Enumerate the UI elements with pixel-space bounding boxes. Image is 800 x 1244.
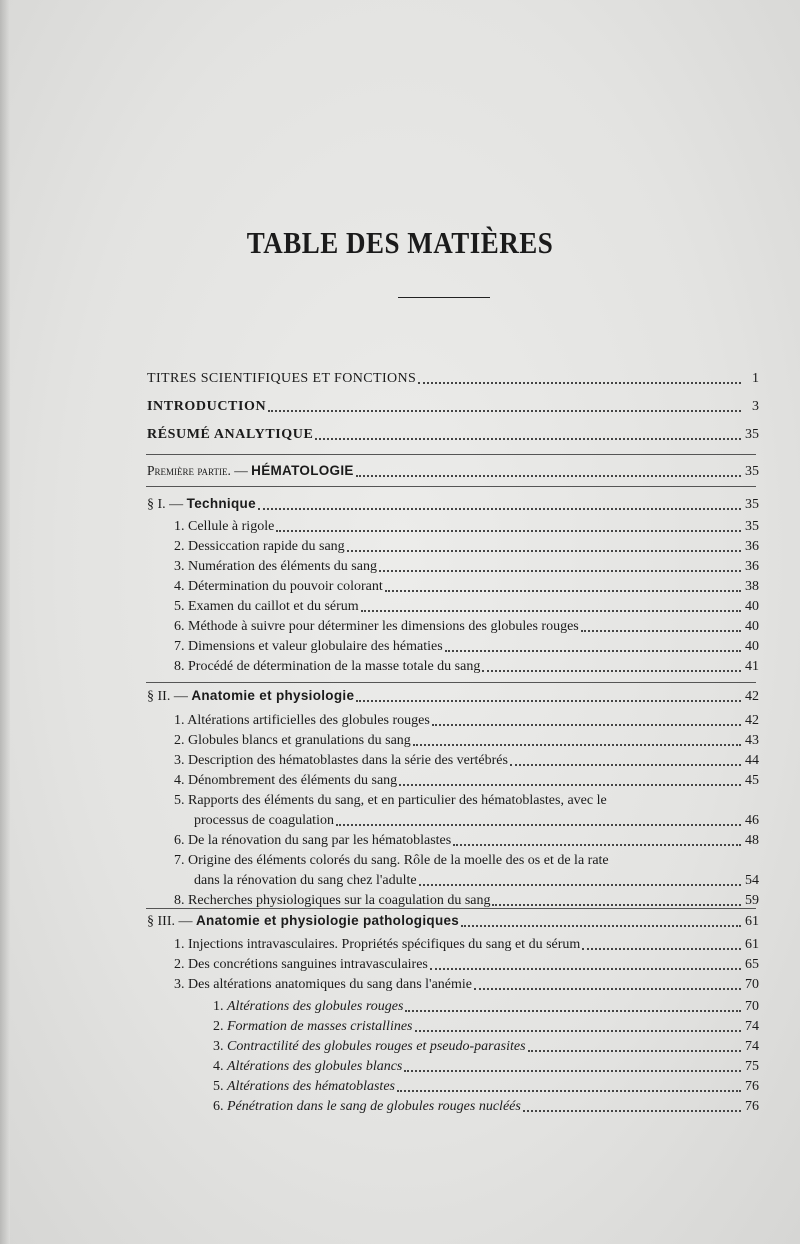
leader-dots <box>413 744 741 746</box>
subentry-title: Formation de masses cristallines <box>227 1019 413 1034</box>
leader-dots <box>315 438 741 440</box>
toc-entry-resume-analytique[interactable] <box>147 426 759 444</box>
leader-dots <box>453 844 741 846</box>
leader-dots <box>492 904 741 906</box>
leader-dots <box>268 410 741 412</box>
leader-dots <box>461 925 741 927</box>
toc-entry-label: 1. Cellule à rigole <box>174 519 275 534</box>
leader-dots <box>276 530 741 532</box>
toc-entry-page: 35 <box>745 519 759 534</box>
toc-entry-page: 1 <box>752 371 759 386</box>
leader-dots <box>418 382 741 384</box>
toc-subentry[interactable] <box>213 1098 759 1116</box>
toc-entry-page: 35 <box>745 497 759 512</box>
leader-dots <box>404 1070 741 1072</box>
section-divider <box>146 454 756 455</box>
leader-dots <box>582 948 741 950</box>
toc-entry-page: 61 <box>745 914 759 929</box>
toc-entry-label: 2. Globules blancs et granulations du sang <box>174 733 411 748</box>
toc-entry-titres[interactable] <box>147 370 759 388</box>
toc-entry-label: 4. Dénombrement des éléments du sang <box>174 773 398 788</box>
toc-entry-label: 1. Injections intravasculaires. Propriétés spécifiques du sang et du sérum <box>174 937 581 952</box>
toc-entry-page: 76 <box>745 1099 759 1114</box>
toc-entry[interactable] <box>174 538 759 556</box>
leader-dots <box>356 700 741 702</box>
leader-dots <box>258 508 741 510</box>
toc-entry-label <box>213 1078 395 1096</box>
section-title: Anatomie et physiologie pathologiques <box>196 913 460 928</box>
toc-entry-label: 3. Numération des éléments du sang <box>174 559 377 574</box>
leader-dots <box>445 650 741 652</box>
toc-entry-page: 74 <box>745 1019 759 1034</box>
toc-entry-label: INTRODUCTION <box>147 399 267 414</box>
toc-subentry[interactable] <box>213 1038 759 1056</box>
toc-entry-page: 45 <box>745 773 759 788</box>
toc-entry[interactable] <box>194 812 759 830</box>
toc-entry[interactable] <box>174 658 759 676</box>
subentry-number: 3. <box>213 1039 227 1054</box>
subentry-number: 1. <box>213 999 227 1014</box>
toc-entry-label <box>213 1098 521 1116</box>
leader-dots <box>528 1050 741 1052</box>
toc-entry[interactable] <box>174 976 759 994</box>
toc-entry[interactable] <box>174 518 759 536</box>
page-edge-shadow <box>0 0 10 1244</box>
toc-entry-technique[interactable] <box>147 495 759 514</box>
toc-entry-label <box>213 1058 402 1076</box>
leader-dots <box>415 1030 742 1032</box>
leader-dots <box>430 968 741 970</box>
subentry-number: 5. <box>213 1079 227 1094</box>
subentry-number: 4. <box>213 1059 227 1074</box>
toc-entry-label <box>147 462 354 481</box>
toc-entry-page: 35 <box>745 427 759 442</box>
section-prefix: § I. — <box>147 497 187 512</box>
toc-entry-label: 5. Examen du caillot et du sérum <box>174 599 359 614</box>
toc-entry[interactable] <box>174 578 759 596</box>
toc-entry-label <box>213 998 403 1016</box>
toc-entry-label: 8. Procédé de détermination de la masse totale du sang <box>174 659 481 674</box>
subentry-number: 6. <box>213 1099 227 1114</box>
toc-entry-label-line1: 5. Rapports des éléments du sang, et en particulier des hématoblastes, avec le <box>174 793 607 808</box>
leader-dots <box>474 988 741 990</box>
toc-entry-page: 40 <box>745 599 759 614</box>
part-prefix: Première partie. — <box>147 463 252 478</box>
toc-entry-page: 3 <box>752 399 759 414</box>
toc-entry-page: 70 <box>745 977 759 992</box>
toc-entry-page: 42 <box>745 713 759 728</box>
part-title: HÉMATOLOGIE <box>251 463 354 478</box>
leader-dots <box>379 570 741 572</box>
toc-entry-page: 54 <box>745 873 759 888</box>
toc-entry-page: 42 <box>745 689 759 704</box>
toc-entry-hematologie[interactable] <box>147 462 759 481</box>
leader-dots <box>482 670 741 672</box>
toc-entry[interactable] <box>194 872 759 890</box>
toc-entry[interactable] <box>174 772 759 790</box>
subentry-number: 2. <box>213 1019 227 1034</box>
toc-subentry[interactable] <box>213 1078 759 1096</box>
leader-dots <box>419 884 741 886</box>
toc-entry-label <box>147 912 459 931</box>
subentry-title: Altérations des globules rouges <box>227 999 404 1014</box>
toc-entry-page: 43 <box>745 733 759 748</box>
toc-entry-page: 59 <box>745 893 759 908</box>
toc-entry-page: 40 <box>745 639 759 654</box>
section-divider <box>146 682 756 683</box>
leader-dots <box>432 724 741 726</box>
subentry-title: Altérations des globules blancs <box>227 1059 403 1074</box>
toc-entry[interactable] <box>174 618 759 636</box>
toc-entry-label: 4. Détermination du pouvoir colorant <box>174 579 383 594</box>
toc-entry[interactable] <box>174 936 759 954</box>
toc-entry[interactable] <box>174 752 759 770</box>
toc-entry-label-continued: dans la rénovation du sang chez l'adulte <box>194 873 417 888</box>
toc-entry[interactable] <box>174 832 759 850</box>
section-title: Technique <box>186 496 256 511</box>
toc-entry[interactable] <box>174 712 759 730</box>
toc-entry-page: 76 <box>745 1079 759 1094</box>
toc-entry[interactable] <box>174 638 759 656</box>
toc-entry-label <box>213 1018 413 1036</box>
toc-entry-label: 2. Dessiccation rapide du sang <box>174 539 345 554</box>
toc-entry-anatomie-physiologie[interactable] <box>147 687 759 706</box>
toc-entry-page: 75 <box>745 1059 759 1074</box>
toc-subentry[interactable] <box>213 1018 759 1036</box>
toc-entry-label: 3. Description des hématoblastes dans la série des vertébrés <box>174 753 508 768</box>
toc-entry-label: 6. Méthode à suivre pour déterminer les dimensions des globules rouges <box>174 619 579 634</box>
toc-entry-label: 2. Des concrétions sanguines intravasculaires <box>174 957 428 972</box>
toc-subentry[interactable] <box>213 998 759 1016</box>
leader-dots <box>397 1090 741 1092</box>
toc-entry-label-continued: processus de coagulation <box>194 813 334 828</box>
toc-entry-page: 36 <box>745 559 759 574</box>
toc-entry[interactable] <box>174 732 759 750</box>
toc-entry-label: RÉSUMÉ ANALYTIQUE <box>147 427 314 442</box>
leader-dots <box>510 764 741 766</box>
toc-entry[interactable] <box>174 956 759 974</box>
section-title: Anatomie et physiologie <box>191 688 355 703</box>
toc-entry-label <box>213 1038 526 1056</box>
toc-entry-label <box>147 687 354 706</box>
toc-entry-label-line1: 7. Origine des éléments colorés du sang. Rôle de la moelle des os et de la rate <box>174 853 609 868</box>
subentry-title: Altérations des hématoblastes <box>227 1079 395 1094</box>
toc-entry-label: 7. Dimensions et valeur globulaire des hématies <box>174 639 443 654</box>
toc-entry-label <box>147 495 256 514</box>
toc-entry-label: TITRES SCIENTIFIQUES ET FONCTIONS <box>147 371 417 386</box>
toc-entry-page: 46 <box>745 813 759 828</box>
subentry-title: Contractilité des globules rouges et pseudo-parasites <box>227 1039 526 1054</box>
leader-dots <box>581 630 741 632</box>
toc-entry-page: 70 <box>745 999 759 1014</box>
toc-entry-page: 36 <box>745 539 759 554</box>
toc-entry-page: 35 <box>745 464 759 479</box>
toc-entry-page: 40 <box>745 619 759 634</box>
section-divider <box>146 908 756 909</box>
toc-entry-page: 41 <box>745 659 759 674</box>
toc-entry-page: 44 <box>745 753 759 768</box>
leader-dots <box>399 784 741 786</box>
leader-dots <box>356 475 741 477</box>
toc-entry-label: 1. Altérations artificielles des globules rouges <box>174 713 430 728</box>
leader-dots <box>523 1110 741 1112</box>
title-rule <box>398 297 490 298</box>
toc-entry-label: 8. Recherches physiologiques sur la coagulation du sang <box>174 893 491 908</box>
toc-entry-page: 48 <box>745 833 759 848</box>
toc-entry[interactable] <box>174 558 759 576</box>
leader-dots <box>405 1010 741 1012</box>
page-title: TABLE DES MATIÈRES <box>246 226 554 260</box>
toc-entry-anatomie-pathologiques[interactable] <box>147 912 759 931</box>
toc-entry-page: 61 <box>745 937 759 952</box>
leader-dots <box>347 550 741 552</box>
toc-entry-introduction[interactable] <box>147 398 759 416</box>
leader-dots <box>385 590 741 592</box>
section-prefix: § III. — <box>147 914 196 929</box>
subentry-title: Pénétration dans le sang de globules rouges nucléés <box>227 1099 521 1114</box>
toc-entry-label: 6. De la rénovation du sang par les hématoblastes <box>174 833 452 848</box>
toc-entry-label: 3. Des altérations anatomiques du sang dans l'anémie <box>174 977 472 992</box>
leader-dots <box>361 610 741 612</box>
leader-dots <box>336 824 741 826</box>
toc-entry-page: 38 <box>745 579 759 594</box>
section-divider <box>146 486 756 487</box>
toc-entry[interactable] <box>174 598 759 616</box>
toc-entry-page: 74 <box>745 1039 759 1054</box>
toc-subentry[interactable] <box>213 1058 759 1076</box>
toc-entry-page: 65 <box>745 957 759 972</box>
section-prefix: § II. — <box>147 689 192 704</box>
